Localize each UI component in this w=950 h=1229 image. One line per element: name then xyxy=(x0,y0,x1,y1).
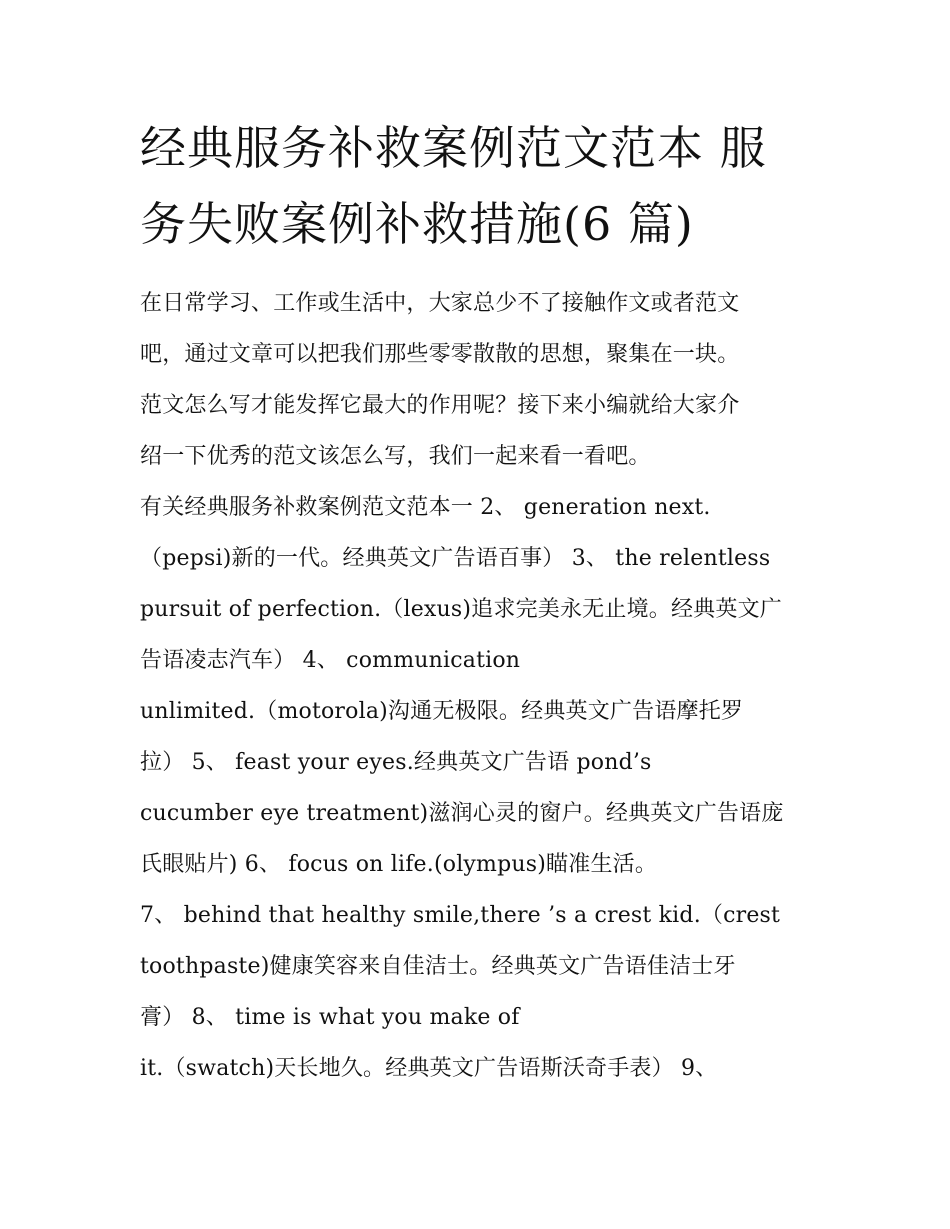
body-line: 有关经典服务补救案例范文范本一 2、 generation next. xyxy=(140,495,711,520)
body-line: 告语凌志汽车） 4、 communication xyxy=(140,648,521,673)
title-line-1: 经典服务补救案例范文范本 服 xyxy=(140,121,767,175)
document-body xyxy=(140,278,830,1094)
body-line: 拉） 5、 feast your eyes.经典英文广告语 pond’s xyxy=(140,750,652,775)
body-line: 吧，通过文章可以把我们那些零零散散的思想，聚集在一块。 xyxy=(140,342,740,367)
body-line: unlimited.（motorola)沟通无极限。经典英文广告语摩托罗 xyxy=(140,699,744,724)
document-title xyxy=(140,110,830,262)
body-line: 在日常学习、工作或生活中，大家总少不了接触作文或者范文 xyxy=(140,291,740,316)
body-line: 7、 behind that healthy smile,there ’s a crest kid.（crest xyxy=(140,903,781,928)
body-line: （pepsi)新的一代。经典英文广告语百事） 3、 the relentless xyxy=(140,546,771,571)
body-line: toothpaste)健康笑容来自佳洁士。经典英文广告语佳洁士牙 xyxy=(140,954,736,979)
title-line-2: 务失败案例补救措施(6 篇) xyxy=(140,197,694,251)
body-line: 膏） 8、 time is what you make of xyxy=(140,1005,520,1030)
body-line: pursuit of perfection.（lexus)追求完美永无止境。经典英文广 xyxy=(140,597,782,622)
body-line: 氏眼贴片) 6、 focus on life.(olympus)瞄准生活。 xyxy=(140,852,658,877)
body-line: cucumber eye treatment)滋润心灵的窗户。经典英文广告语庞 xyxy=(140,801,784,826)
body-line: 绍一下优秀的范文该怎么写，我们一起来看一看吧。 xyxy=(140,444,651,469)
body-line: 范文怎么写才能发挥它最大的作用呢？接下来小编就给大家介 xyxy=(140,393,740,418)
body-line: it.（swatch)天长地久。经典英文广告语斯沃奇手表） 9、 xyxy=(140,1056,718,1081)
